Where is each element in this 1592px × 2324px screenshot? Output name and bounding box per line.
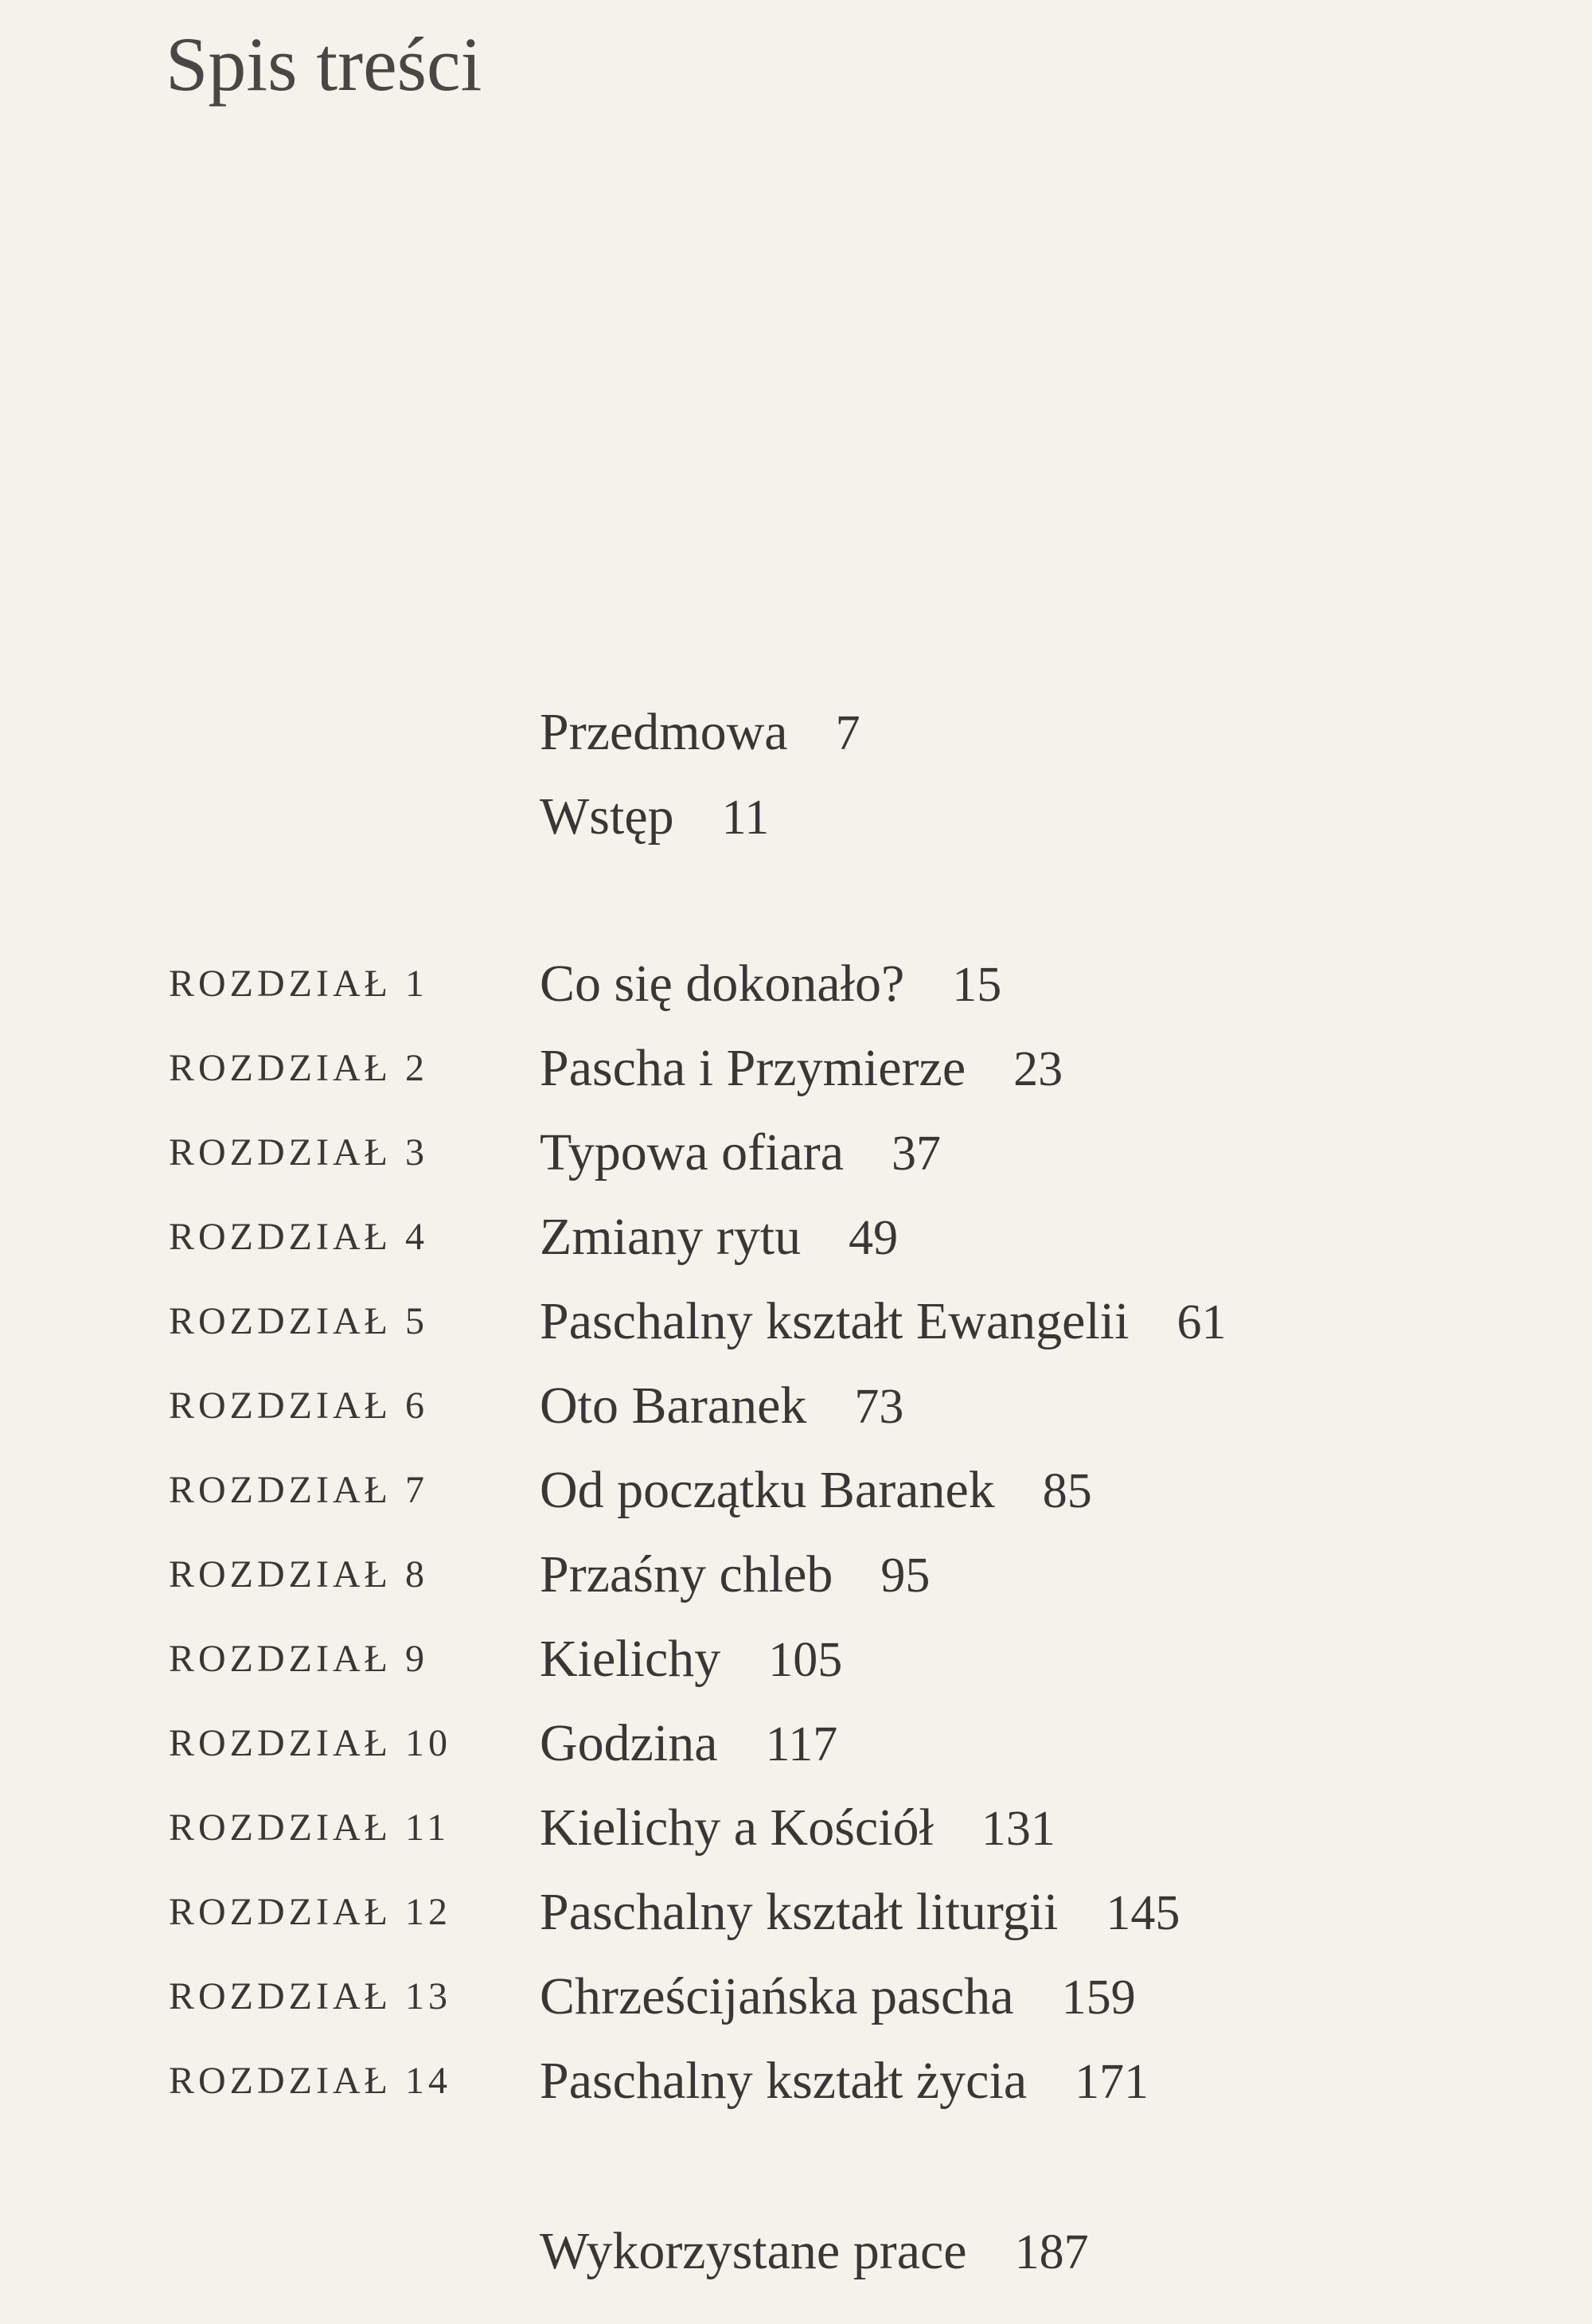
toc-row-chapter bbox=[0, 1957, 1592, 2037]
entry-page-number: 171 bbox=[1075, 2055, 1149, 2109]
chapter-label: ROZDZIAŁ 11 bbox=[169, 1806, 451, 1849]
entry-page-number: 49 bbox=[849, 1211, 899, 1265]
entry-title: Oto Baranek bbox=[540, 1377, 807, 1435]
entry-title: Kielichy bbox=[540, 1630, 721, 1688]
chapter-label: ROZDZIAŁ 14 bbox=[169, 2060, 451, 2102]
toc-entry[interactable] bbox=[540, 1957, 1136, 2037]
entry-title: Przaśny chleb bbox=[540, 1545, 833, 1603]
toc-row-chapter bbox=[0, 944, 1592, 1024]
entry-page-number: 105 bbox=[768, 1633, 843, 1687]
toc-entry[interactable] bbox=[540, 1451, 1092, 1531]
entry-page-number: 131 bbox=[981, 1802, 1055, 1856]
entry-title: Godzina bbox=[540, 1714, 718, 1772]
entry-title: Paschalny kształt liturgii bbox=[540, 1883, 1059, 1941]
toc-row-bibliography bbox=[0, 2212, 1592, 2291]
toc-entry[interactable] bbox=[540, 777, 769, 857]
entry-page-number: 117 bbox=[765, 1717, 838, 1771]
entry-title: Co się dokonało? bbox=[540, 955, 905, 1013]
entry-page-number: 7 bbox=[835, 706, 860, 760]
entry-title: Pascha i Przymierze bbox=[540, 1039, 966, 1097]
chapter-label: ROZDZIAŁ 9 bbox=[169, 1638, 428, 1680]
toc-entry[interactable] bbox=[540, 1535, 930, 1615]
toc-entry[interactable] bbox=[540, 1366, 903, 1447]
toc-entry[interactable] bbox=[540, 944, 1001, 1025]
entry-title: Paschalny kształt życia bbox=[540, 2052, 1028, 2110]
entry-page-number: 73 bbox=[854, 1380, 904, 1434]
chapter-label: ROZDZIAŁ 12 bbox=[169, 1891, 451, 1933]
chapter-label: ROZDZIAŁ 5 bbox=[169, 1300, 428, 1342]
toc-entry[interactable] bbox=[540, 1788, 1055, 1869]
toc-entry[interactable] bbox=[540, 1619, 842, 1700]
toc-row-chapter bbox=[0, 1282, 1592, 1361]
entry-page-number: 159 bbox=[1061, 1971, 1136, 2025]
toc-row-chapter bbox=[0, 2041, 1592, 2121]
toc-row-chapter bbox=[0, 1197, 1592, 1277]
entry-title: Zmiany rytu bbox=[540, 1208, 802, 1266]
entry-title: Wykorzystane prace bbox=[540, 2222, 967, 2280]
entry-page-number: 15 bbox=[952, 958, 1002, 1012]
toc-entry[interactable] bbox=[540, 1197, 898, 1278]
entry-page-number: 187 bbox=[1014, 2225, 1089, 2279]
entry-title: Wstęp bbox=[540, 787, 674, 846]
toc-row-chapter bbox=[0, 1873, 1592, 1952]
entry-page-number: 37 bbox=[892, 1127, 942, 1181]
toc-entry[interactable] bbox=[540, 2212, 1089, 2292]
toc-entry[interactable] bbox=[540, 1113, 941, 1193]
chapter-label: ROZDZIAŁ 4 bbox=[169, 1216, 428, 1258]
entry-title: Chrześcijańska pascha bbox=[540, 1967, 1014, 2025]
toc-row-chapter bbox=[0, 1535, 1592, 1615]
page-title: Spis treści bbox=[166, 21, 482, 107]
entry-page-number: 11 bbox=[721, 791, 770, 845]
toc-row-preface bbox=[0, 693, 1592, 772]
entry-page-number: 23 bbox=[1013, 1042, 1063, 1096]
chapter-label: ROZDZIAŁ 8 bbox=[169, 1553, 428, 1596]
toc-entry[interactable] bbox=[540, 1029, 1063, 1109]
chapter-label: ROZDZIAŁ 1 bbox=[169, 963, 428, 1005]
entry-title: Paschalny kształt Ewangelii bbox=[540, 1292, 1130, 1350]
chapter-label: ROZDZIAŁ 6 bbox=[169, 1385, 428, 1427]
toc-row-chapter bbox=[0, 1366, 1592, 1446]
toc-entry[interactable] bbox=[540, 1282, 1226, 1362]
toc-row-introduction bbox=[0, 777, 1592, 857]
entry-page-number: 61 bbox=[1176, 1295, 1227, 1349]
toc-row-chapter bbox=[0, 1113, 1592, 1193]
entry-title: Typowa ofiara bbox=[540, 1123, 845, 1182]
toc-entry[interactable] bbox=[540, 1704, 837, 1784]
toc-row-chapter bbox=[0, 1619, 1592, 1699]
toc-row-chapter bbox=[0, 1451, 1592, 1530]
chapter-label: ROZDZIAŁ 3 bbox=[169, 1131, 428, 1174]
toc-row-chapter bbox=[0, 1788, 1592, 1868]
toc-row-chapter bbox=[0, 1704, 1592, 1783]
entry-page-number: 95 bbox=[880, 1549, 931, 1603]
entry-page-number: 85 bbox=[1042, 1464, 1092, 1518]
toc-entry[interactable] bbox=[540, 693, 860, 773]
toc-row-chapter bbox=[0, 1029, 1592, 1108]
chapter-label: ROZDZIAŁ 13 bbox=[169, 1975, 451, 2017]
chapter-label: ROZDZIAŁ 2 bbox=[169, 1047, 428, 1089]
entry-title: Od początku Baranek bbox=[540, 1461, 995, 1519]
entry-title: Przedmowa bbox=[540, 703, 788, 761]
chapter-label: ROZDZIAŁ 10 bbox=[169, 1722, 451, 1764]
entry-page-number: 145 bbox=[1106, 1886, 1180, 1940]
chapter-label: ROZDZIAŁ 7 bbox=[169, 1469, 428, 1511]
toc-entry[interactable] bbox=[540, 1873, 1180, 1953]
entry-title: Kielichy a Kościół bbox=[540, 1799, 934, 1857]
toc-entry[interactable] bbox=[540, 2041, 1149, 2122]
